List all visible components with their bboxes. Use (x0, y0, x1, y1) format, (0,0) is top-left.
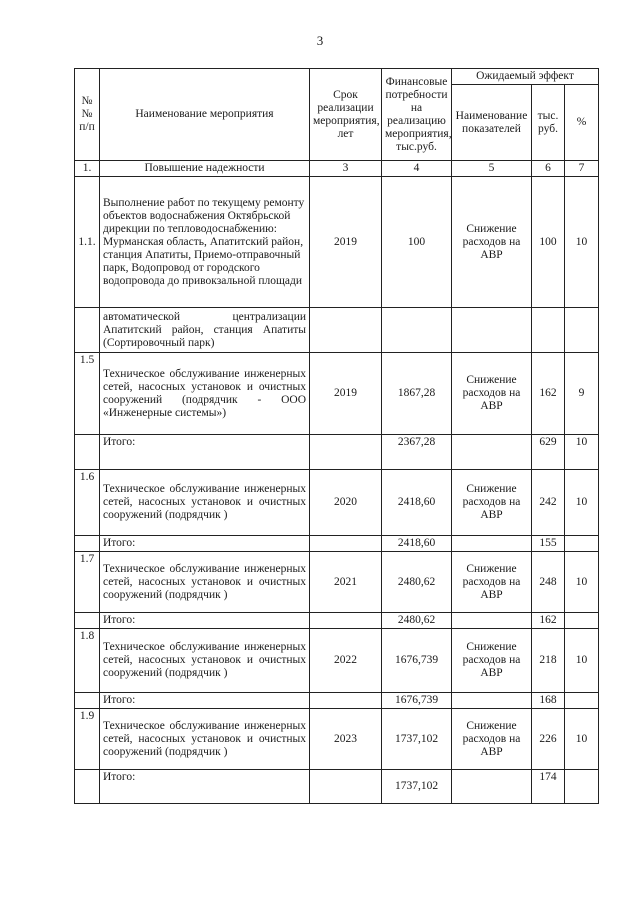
col-number: 1. (75, 161, 100, 177)
total-cost: 1737,102 (382, 770, 452, 804)
total-percent (565, 770, 599, 804)
row-thousand: 162 (532, 353, 565, 435)
row-thousand: 248 (532, 552, 565, 613)
header-effect: Ожидаемый эффект (452, 69, 599, 85)
total-row (75, 536, 599, 552)
row-percent: 10 (565, 709, 599, 770)
row-thousand: 226 (532, 709, 565, 770)
row-num: 1.5 (75, 353, 100, 435)
header-indicator: Наименование показателей (452, 85, 532, 161)
total-row (75, 613, 599, 629)
total-label: Итого: (100, 770, 310, 804)
row-cost: 100 (382, 177, 452, 308)
row-name-continued: автоматической централизации Апатитский район, станция Апатиты (Сортировочный парк) (100, 308, 310, 353)
col-number: 5 (452, 161, 532, 177)
row-year: 2022 (310, 629, 382, 693)
col-number: 6 (532, 161, 565, 177)
row-indicator: Снижение расходов на АВР (452, 177, 532, 308)
row-num: 1.9 (75, 709, 100, 770)
total-thousand: 155 (532, 536, 565, 552)
row-percent: 10 (565, 629, 599, 693)
total-thousand: 168 (532, 693, 565, 709)
header-name: Наименование мероприятия (100, 69, 310, 161)
row-thousand: 100 (532, 177, 565, 308)
row-percent: 10 (565, 177, 599, 308)
total-cost: 2418,60 (382, 536, 452, 552)
total-label: Итого: (100, 435, 310, 470)
row-name: Техническое обслуживание инженерных сетей, насосных установок и очистных сооружений (подрядчик ) (100, 552, 310, 613)
table-row (75, 552, 599, 613)
row-percent: 10 (565, 552, 599, 613)
row-year: 2019 (310, 177, 382, 308)
total-cost: 2367,28 (382, 435, 452, 470)
row-name: Техническое обслуживание инженерных сетей, насосных установок и очистных сооружений (подрядчик ) (100, 709, 310, 770)
total-cost: 2480,62 (382, 613, 452, 629)
row-year: 2023 (310, 709, 382, 770)
row-name: Выполнение работ по текущему ремонту объектов водоснабжения Октябрьской дирекции по тепловодоснабжению: Мурманская область, Апатитский район, станция Апатиты, Приемо-отправочный парк, Водопровод от городского водопровода до привокзальной площади (100, 177, 310, 308)
total-percent (565, 693, 599, 709)
row-indicator: Снижение расходов на АВР (452, 629, 532, 693)
row-indicator: Снижение расходов на АВР (452, 470, 532, 536)
row-num: 1.6 (75, 470, 100, 536)
table-row (75, 177, 599, 308)
header-percent: % (565, 85, 599, 161)
table-row (75, 709, 599, 770)
row-name: Техническое обслуживание инженерных сетей, насосных установок и очистных сооружений (подрядчик - ООО «Инженерные системы») (100, 353, 310, 435)
total-row (75, 693, 599, 709)
total-row (75, 770, 599, 804)
total-label: Итого: (100, 536, 310, 552)
col-number: 7 (565, 161, 599, 177)
column-number-row (75, 161, 599, 177)
total-thousand: 174 (532, 770, 565, 804)
header-finance: Финансовые потребности на реализацию мероприятия, тыс.руб. (382, 69, 452, 161)
row-name: Техническое обслуживание инженерных сетей, насосных установок и очистных сооружений (подрядчик ) (100, 470, 310, 536)
row-cost: 1737,102 (382, 709, 452, 770)
row-year: 2021 (310, 552, 382, 613)
table-row (75, 353, 599, 435)
row-indicator: Снижение расходов на АВР (452, 709, 532, 770)
row-percent: 10 (565, 470, 599, 536)
row-cost: 2480,62 (382, 552, 452, 613)
row-num: 1.8 (75, 629, 100, 693)
table-row (75, 308, 599, 353)
row-year: 2019 (310, 353, 382, 435)
header-thousand: тыс. руб. (532, 85, 565, 161)
row-cost: 1867,28 (382, 353, 452, 435)
col-number: 4 (382, 161, 452, 177)
total-percent: 10 (565, 435, 599, 470)
total-thousand: 162 (532, 613, 565, 629)
row-year: 2020 (310, 470, 382, 536)
total-label: Итого: (100, 693, 310, 709)
row-percent: 9 (565, 353, 599, 435)
row-num: 1.1. (75, 177, 100, 308)
row-cost: 1676,739 (382, 629, 452, 693)
total-row (75, 435, 599, 470)
total-percent (565, 536, 599, 552)
total-percent (565, 613, 599, 629)
table-row (75, 629, 599, 693)
total-cost: 1676,739 (382, 693, 452, 709)
col-number: 3 (310, 161, 382, 177)
row-cost: 2418,60 (382, 470, 452, 536)
total-label: Итого: (100, 613, 310, 629)
row-num: 1.7 (75, 552, 100, 613)
row-name: Техническое обслуживание инженерных сетей, насосных установок и очистных сооружений (подрядчик ) (100, 629, 310, 693)
row-thousand: 242 (532, 470, 565, 536)
measures-table (74, 68, 599, 804)
header-num: №№ п/п (75, 69, 100, 161)
row-thousand: 218 (532, 629, 565, 693)
table-row (75, 470, 599, 536)
page-number: 3 (316, 33, 324, 48)
header-term: Срок реализации мероприятия, лет (310, 69, 382, 161)
col-section-title: Повышение надежности (100, 161, 310, 177)
total-thousand: 629 (532, 435, 565, 470)
row-indicator: Снижение расходов на АВР (452, 552, 532, 613)
row-indicator: Снижение расходов на АВР (452, 353, 532, 435)
